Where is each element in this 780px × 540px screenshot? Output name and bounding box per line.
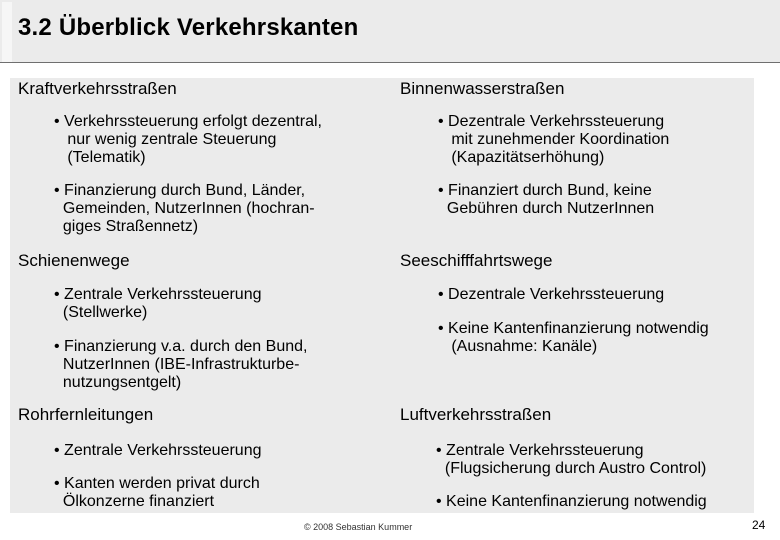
bullet-seeschiff-steuerung: • Dezentrale Verkehrssteuerung bbox=[438, 286, 665, 303]
page-number: 24 bbox=[752, 518, 766, 532]
bullet-kraftverkehr-steuerung: • Verkehrssteuerung erfolgt dezentral, nur wenig zentrale Steuerung (Telematik) bbox=[54, 113, 322, 166]
title-bar bbox=[0, 0, 780, 63]
heading-binnenwasser: Binnenwasserstraßen bbox=[400, 79, 565, 98]
bullet-rohrfern-finanzierung: • Kanten werden privat durch Ölkonzerne finanziert bbox=[54, 475, 260, 510]
heading-seeschiff: Seeschifffahrtswege bbox=[400, 251, 553, 270]
bullet-seeschiff-finanzierung: • Keine Kantenfinanzierung notwendig (Ausnahme: Kanäle) bbox=[438, 320, 709, 355]
bullet-rohrfern-steuerung: • Zentrale Verkehrssteuerung bbox=[54, 442, 262, 459]
bullet-schiene-steuerung: • Zentrale Verkehrssteuerung (Stellwerke) bbox=[54, 286, 262, 321]
heading-rohrfern: Rohrfernleitungen bbox=[18, 405, 154, 424]
bullet-luftverkehr-finanzierung: • Keine Kantenfinanzierung notwendig bbox=[436, 493, 707, 510]
heading-kraftverkehr: Kraftverkehrsstraßen bbox=[18, 79, 177, 98]
bullet-kraftverkehr-finanzierung: • Finanzierung durch Bund, Länder, Gemeinden, NutzerInnen (hochran- giges Straßennetz) bbox=[54, 182, 315, 235]
bullet-binnenwasser-finanzierung: • Finanziert durch Bund, keine Gebühren durch NutzerInnen bbox=[438, 182, 655, 217]
heading-luftverkehr: Luftverkehrsstraßen bbox=[400, 405, 552, 424]
title-accent bbox=[2, 2, 12, 62]
heading-schiene: Schienenwege bbox=[18, 251, 130, 270]
bullet-schiene-finanzierung: • Finanzierung v.a. durch den Bund, NutzerInnen (IBE-Infrastrukturbe- nutzungsentgelt) bbox=[54, 338, 308, 391]
bullet-luftverkehr-steuerung: • Zentrale Verkehrssteuerung (Flugsicherung durch Austro Control) bbox=[436, 442, 707, 477]
page-title: 3.2 Überblick Verkehrskanten bbox=[18, 14, 359, 41]
bullet-binnenwasser-steuerung: • Dezentrale Verkehrssteuerung mit zunehmender Koordination (Kapazitätserhöhung) bbox=[438, 113, 670, 166]
copyright-footer: © 2008 Sebastian Kummer bbox=[304, 522, 413, 532]
